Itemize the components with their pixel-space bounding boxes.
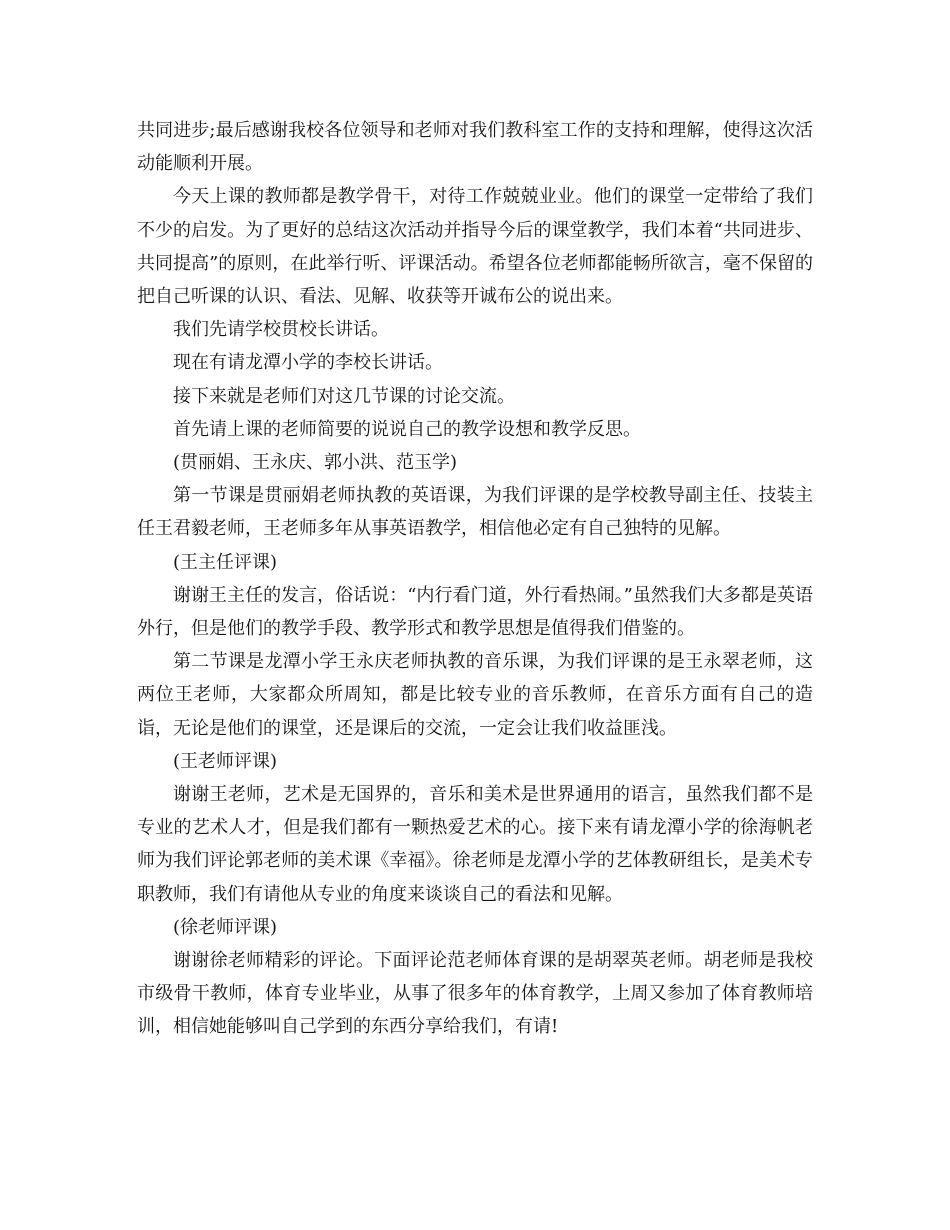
- paragraph: (王老师评课): [173, 750, 278, 772]
- paragraph: 第一节课是贯丽娟老师执教的英语课，为我们评课的是学校教导副主任、技装主任王君毅老师，王老师多年从事英语教学，相信他必定有自己独特的见解。: [137, 485, 813, 540]
- document-body: [137, 114, 813, 1044]
- paragraph: 谢谢徐老师精彩的评论。下面评论范老师体育课的是胡翠英老师。胡老师是我校市级骨干教师，体育专业毕业，从事了很多年的体育教学，上周又参加了体育教师培训，相信她能够叫自己学到的东西分享给我们，有请!: [137, 950, 813, 1038]
- paragraph: 第二节课是龙潭小学王永庆老师执教的音乐课，为我们评课的是王永翠老师，这两位王老师，大家都众所周知，都是比较专业的音乐教师，在音乐方面有自己的造诣，无论是他们的课堂，还是课后的交流，一定会让我们收益匪浅。: [137, 651, 813, 739]
- paragraph: 我们先请学校贯校长讲话。: [173, 319, 389, 341]
- paragraph: 共同进步;最后感谢我校各位领导和老师对我们教科室工作的支持和理解，使得这次活动能顺利开展。: [137, 120, 813, 175]
- paragraph: 谢谢王主任的发言，俗话说：“内行看门道，外行看热闹。”虽然我们大多都是英语外行，但是他们的教学手段、教学形式和教学思想是值得我们借鉴的。: [137, 584, 813, 640]
- paragraph: (徐老师评课): [173, 916, 278, 938]
- paragraph: 现在有请龙潭小学的李校长讲话。: [173, 352, 443, 374]
- paragraph: 谢谢王老师，艺术是无国界的，音乐和美术是世界通用的语言，虽然我们都不是专业的艺术人才，但是我们都有一颗热爱艺术的心。接下来有请龙潭小学的徐海帆老师为我们评论郭老师的美术课《幸福》。徐老师是龙潭小学的艺体教研组长，是美术专职教师，我们有请他从专业的角度来谈谈自己的看法和见解。: [137, 784, 813, 905]
- paragraph: 接下来就是老师们对这几节课的讨论交流。: [173, 385, 515, 407]
- paragraph: 今天上课的教师都是教学骨干，对待工作兢兢业业。他们的课堂一定带给了我们不少的启发。为了更好的总结这次活动并指导今后的课堂教学，我们本着“共同进步、共同提高”的原则，在此举行听、评课活动。希望各位老师都能畅所欲言，毫不保留的把自己听课的认识、看法、见解、收获等开诚布公的说出来。: [137, 186, 813, 308]
- paragraph: (王主任评课): [173, 551, 278, 573]
- paragraph: 首先请上课的老师简要的说说自己的教学设想和教学反思。: [173, 418, 641, 440]
- paragraph: (贯丽娟、王永庆、郭小洪、范玉学): [173, 452, 458, 474]
